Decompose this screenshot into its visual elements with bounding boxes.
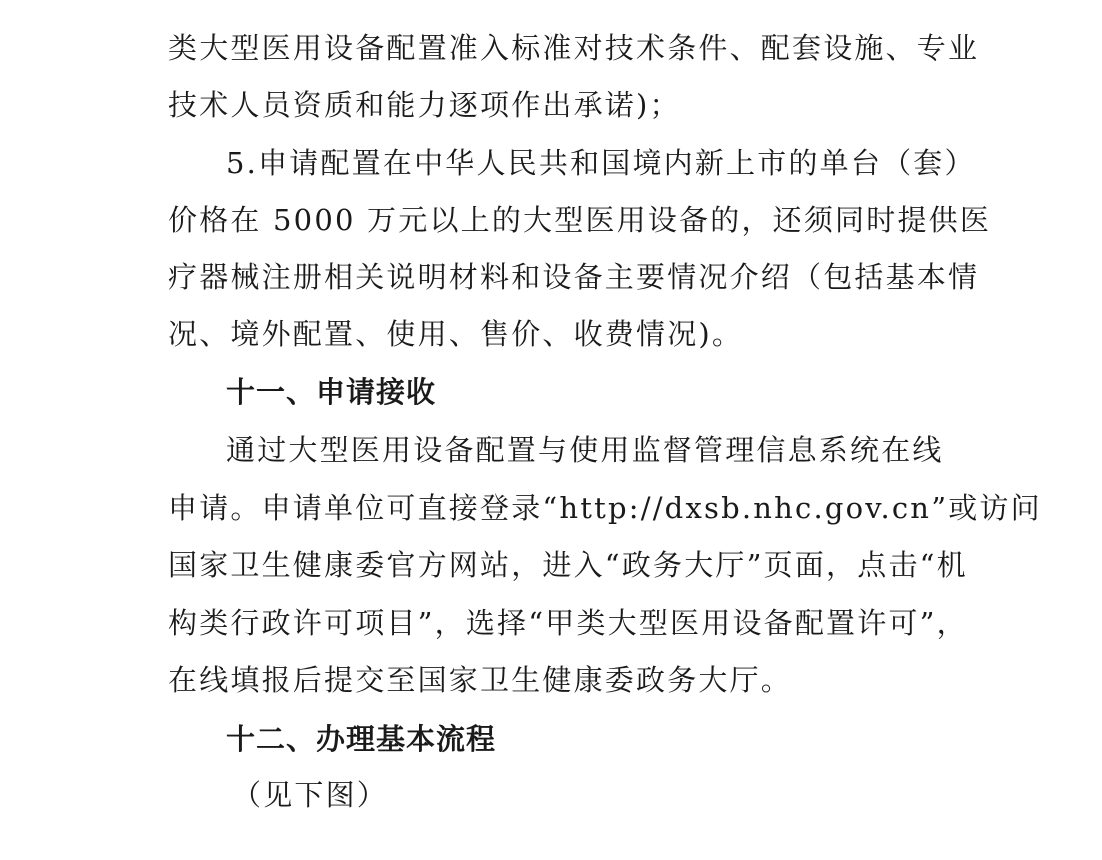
list-item-5-line: 5.申请配置在中华人民共和国境内新上市的单台（套） (226, 146, 976, 180)
paragraph-line: 疗器械注册相关说明材料和设备主要情况介绍（包括基本情 (168, 260, 980, 294)
paragraph-line: 况、境外配置、使用、售价、收费情况)。 (168, 317, 744, 351)
section-heading-12: 十二、办理基本流程 (226, 722, 497, 756)
paragraph-line: 申请。申请单位可直接登录“http://dxsb.nhc.gov.cn”或访问 (168, 491, 1042, 525)
paragraph-line: 类大型医用设备配置准入标准对技术条件、配套设施、专业 (168, 31, 980, 65)
paragraph-line: 构类行政许可项目”，选择“甲类大型医用设备配置许可”， (168, 606, 968, 640)
paragraph-line: 在线填报后提交至国家卫生健康委政务大厅。 (168, 663, 793, 697)
paragraph-line: 技术人员资质和能力逐项作出承诺)； (168, 88, 681, 122)
figure-reference: （见下图） (232, 778, 389, 812)
paragraph-line: 国家卫生健康委官方网站，进入“政务大厅”页面，点击“机 (168, 548, 968, 582)
paragraph-line: 价格在 5000 万元以上的大型医用设备的，还须同时提供医 (168, 203, 992, 237)
paragraph-line: 通过大型医用设备配置与使用监督管理信息系统在线 (226, 433, 944, 467)
section-heading-11: 十一、申请接收 (226, 375, 437, 409)
